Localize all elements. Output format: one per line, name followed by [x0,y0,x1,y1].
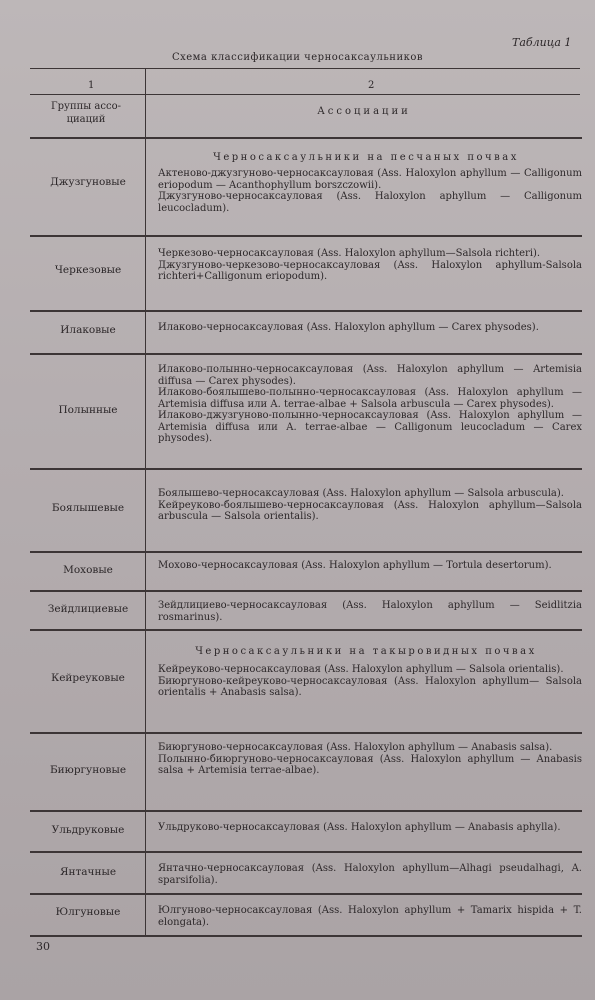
association-entry: Мохово-черносаксауловая (Ass. Haloxylon aphyllum — Tortula desertorum). [158,560,552,571]
column-header-line: Группы ассо- [51,101,121,112]
group-name: Кейреуковые [51,672,125,684]
association-cell [158,664,582,699]
section-heading-takyr: Черносаксаульники на такыровидных почвах [195,646,537,657]
association-cell [158,600,582,623]
rule-row [30,235,582,237]
column-divider [145,69,146,935]
rule-row [30,629,582,631]
rule-row [30,468,582,470]
association-entry: Боялышево-черносаксауловая (Ass. Haloxylon aphyllum — Salsola arbuscula). [158,488,564,499]
group-name: Илаковые [60,324,116,336]
association-cell [158,742,582,777]
group-name: Зейдлициевые [47,603,129,615]
association-entry: Полынно-биюргуново-черносаксауловая (Ass. Haloxylon aphyllum — Anabasis salsa + Artemisia terrae-albae). [158,753,582,776]
association-cell [158,168,582,214]
association-cell [158,248,582,283]
column-header-associations: Ассоциации [317,106,411,117]
rule-row [30,137,582,139]
rule-row [30,590,582,592]
group-name: Биюргуновые [49,764,127,776]
association-entry: Кейреуково-боялышево-черносаксауловая (Ass. Haloxylon aphyllum—Salsola arbuscula — Salsola orientalis). [158,499,582,522]
association-entry: Илаково-боялышево-полынно-черносаксауловая (Ass. Haloxylon aphyllum — Artemisia diffusa или A. terrae-albae + Salsola arbuscula — Carex physodes). [158,387,582,410]
group-name: Ульдруковые [51,824,125,836]
group-name: Юлгуновые [55,906,121,918]
association-entry: Янтачно-черносаксауловая (Ass. Haloxylon aphyllum—Alhagi pseudalhagi, A. sparsifolia). [158,863,582,886]
association-cell [158,364,582,445]
association-entry: Актеново-джузгуново-черносаксауловая (Ass. Haloxylon aphyllum — Calligonum eriopodum — Acanthophyllum borszczowii). [158,168,582,191]
association-cell [158,905,582,928]
rule-bottom [30,935,582,937]
association-entry: Ульдруково-черносаксауловая (Ass. Haloxylon aphyllum — Anabasis aphylla). [158,822,561,833]
rule-row [30,353,582,355]
association-entry: Джузгуново-черкезово-черносаксауловая (Ass. Haloxylon aphyllum-Salsola richteri+Calligonum eriopodum). [158,259,582,282]
rule-row [30,851,582,853]
section-heading-sandy: Черносаксаульники на песчаных почвах [213,152,519,163]
group-name: Черкезовые [54,264,122,276]
rule-row [30,310,582,312]
association-cell [158,322,582,334]
association-entry: Зейдлициево-черносаксауловая (Ass. Haloxylon aphyllum — Seidlitzia rosmarinus). [158,600,582,623]
association-entry: Джузгуново-черносаксауловая (Ass. Haloxylon aphyllum — Calligonum leucocladum). [158,191,582,214]
group-name: Полынные [58,404,118,416]
rule-header [30,94,580,95]
association-cell [158,822,582,834]
table-label: Таблица 1 [512,36,572,49]
association-entry: Илаково-полынно-черносаксауловая (Ass. Haloxylon aphyllum — Artemisia diffusa — Carex physodes). [158,364,582,387]
rule-row [30,551,582,553]
page-number: 30 [36,940,50,953]
group-name: Моховые [63,564,113,576]
rule-row [30,893,582,895]
association-cell [158,560,582,572]
column-header-line: циаций [66,114,106,125]
rule-row [30,810,582,812]
association-entry: Биюргуново-кейреуково-черносаксауловая (Ass. Haloxylon aphyllum— Salsola orientalis + Anabasis salsa). [158,675,582,698]
association-cell [158,488,582,523]
association-entry: Юлгуново-черносаксауловая (Ass. Haloxylon aphyllum + Tamarix hispida + T. elongata). [158,905,582,928]
association-entry: Илаково-черносаксауловая (Ass. Haloxylon aphyllum — Carex physodes). [158,322,539,333]
table-title: Схема классификации черносаксаульников [171,52,424,63]
rule-top [30,68,580,69]
group-name: Боялышевые [51,502,125,514]
column-header-groups [34,100,138,126]
association-entry: Кейреуково-черносаксауловая (Ass. Haloxylon aphyllum — Salsola orientalis). [158,664,564,675]
group-name: Джузгуновые [50,176,126,188]
group-name: Янтачные [59,866,117,878]
column-number-1: 1 [88,80,95,91]
column-number-2: 2 [368,80,375,91]
association-entry: Илаково-джузгуново-полынно-черносаксауловая (Ass. Haloxylon aphyllum — Artemisia diffusa или A. terrae-albae — Calligonum leucocladum — Carex physodes). [158,410,582,444]
association-entry: Биюргуново-черносаксауловая (Ass. Haloxylon aphyllum — Anabasis salsa). [158,742,553,753]
rule-row [30,732,582,734]
association-cell [158,863,582,886]
association-entry: Черкезово-черносаксауловая (Ass. Haloxylon aphyllum—Salsola richteri). [158,248,541,259]
